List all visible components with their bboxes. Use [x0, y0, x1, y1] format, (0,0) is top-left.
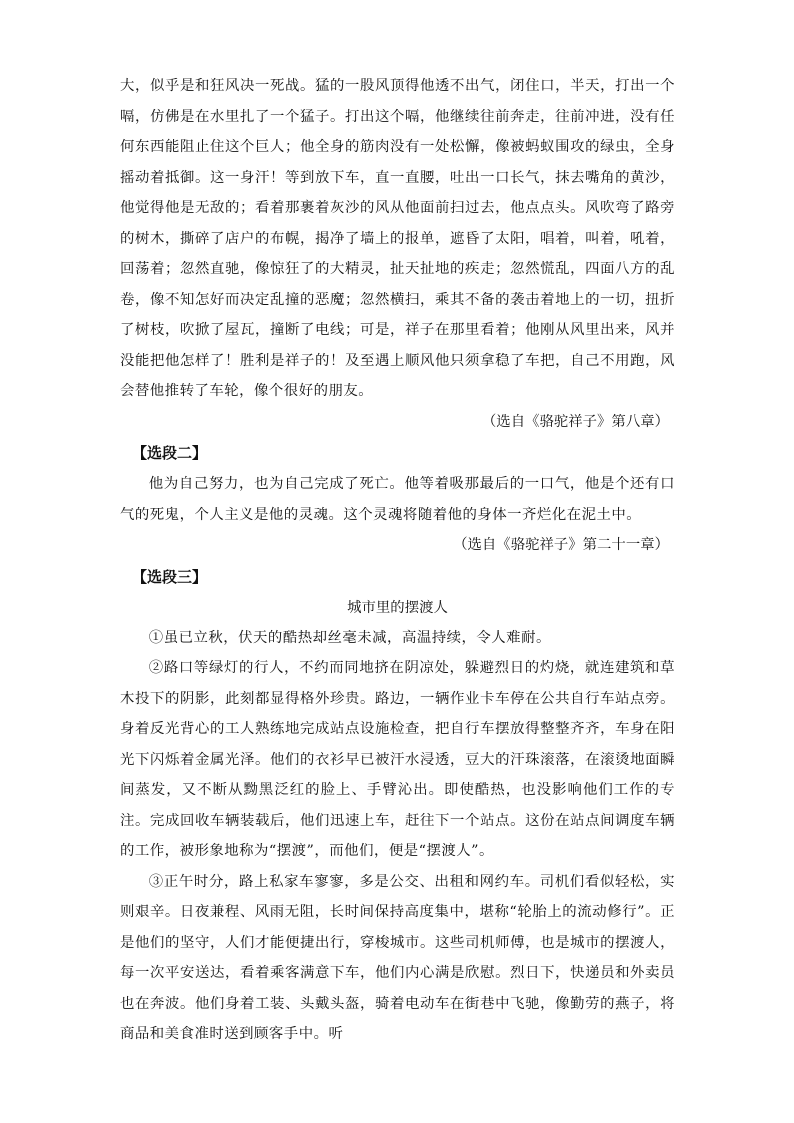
excerpt3-heading: 【选段三】: [132, 567, 208, 586]
excerpt2-paragraph: 他为自己努力，也为自己完成了死亡。他等着吸那最后的一口气，他是个还有口气的死鬼，个人主义是他的灵魂。这个灵魂将随着他的身体一齐烂化在泥土中。: [120, 476, 675, 523]
article-paragraph-2: ②路口等绿灯的行人，不约而同地挤在阴凉处，躲避烈日的灼烧，就连建筑和草木投下的阴影，此刻都显得格外珍贵。路边，一辆作业卡车停在公共自行车站点旁。身着反光背心的工人熟练地完成站点设施检查，把自行车摆放得整整齐齐，车身在阳光下闪烁着金属光泽。他们的衣衫早已被汗水浸透，豆大的汗珠滚落，在滚烫地面瞬间蒸发，又不断从黝黑泛红的脸上、手臂沁出。即使酷热，也没影响他们工作的专注。完成回收车辆装载后，他们迅速上车，赶往下一个站点。这份在站点间调度车辆的工作，被形象地称为“摆渡”，而他们，便是“摆渡人”。: [120, 660, 675, 859]
excerpt1-paragraph: 大，似乎是和狂风决一死战。猛的一股风顶得他透不出气，闭住口，半天，打出一个嗝，仿佛是在水里扎了一个猛子。打出这个嗝，他继续往前奔走，往前冲进，没有任何东西能阻止住这个巨人；他全身的筋肉没有一处松懈，像被蚂蚁围攻的绿虫，全身摇动着抵御。这一身汗！等到放下车，直一直腰，吐出一口长气，抹去嘴角的黄沙，他觉得他是无敌的；看着那裹着灰沙的风从他面前扫过去，他点点头。风吹弯了路旁的树木，撕碎了店户的布幌，揭净了墙上的报单，遮昏了太阳，唱着，叫着，吼着，回荡着；忽然直驰，像惊狂了的大精灵，扯天扯地的疾走；忽然慌乱，四面八方的乱卷，像不知怎好而决定乱撞的恶魔；忽然横扫，乘其不备的袭击着地上的一切，扭折了树枝，吹掀了屋瓦，撞断了电线；可是，祥子在那里看着；他刚从风里出来，风并没能把他怎样了！胜利是祥子的！及至遇上顺风他只须拿稳了车把，自己不用跑，风会替他推转了车轮，像个很好的朋友。: [120, 78, 675, 399]
excerpt1-source: （选自《骆驼祥子》第八章）: [481, 413, 669, 430]
excerpt2-heading: 【选段二】: [132, 444, 208, 462]
article-paragraph-3: ③正午时分，路上私家车寥寥，多是公交、出租和网约车。司机们看似轻松，实则艰辛。日夜兼程、风雨无阻，长时间保持高度集中，堪称“轮胎上的流动修行”。正是他们的坚守，人们才能便捷出行，穿梭城市。这些司机师傅，也是城市的摆渡人，每一次平安送达，看着乘客满意下车，他们内心满是欣慰。烈日下，快递员和外卖员也在奔波。他们身着工装、头戴头盔，骑着电动车在街巷中飞驰，像勤劳的燕子，将商品和美食准时送到顾客手中。听: [120, 873, 675, 1042]
document-body: [120, 71, 675, 1050]
article-title: 城市里的摆渡人: [347, 599, 448, 616]
article-paragraph-1: ①虽已立秋，伏天的酷热却丝毫未减，高温持续，令人难耐。: [148, 629, 551, 646]
excerpt2-source: （选自《骆驼祥子》第二十一章）: [453, 537, 669, 553]
